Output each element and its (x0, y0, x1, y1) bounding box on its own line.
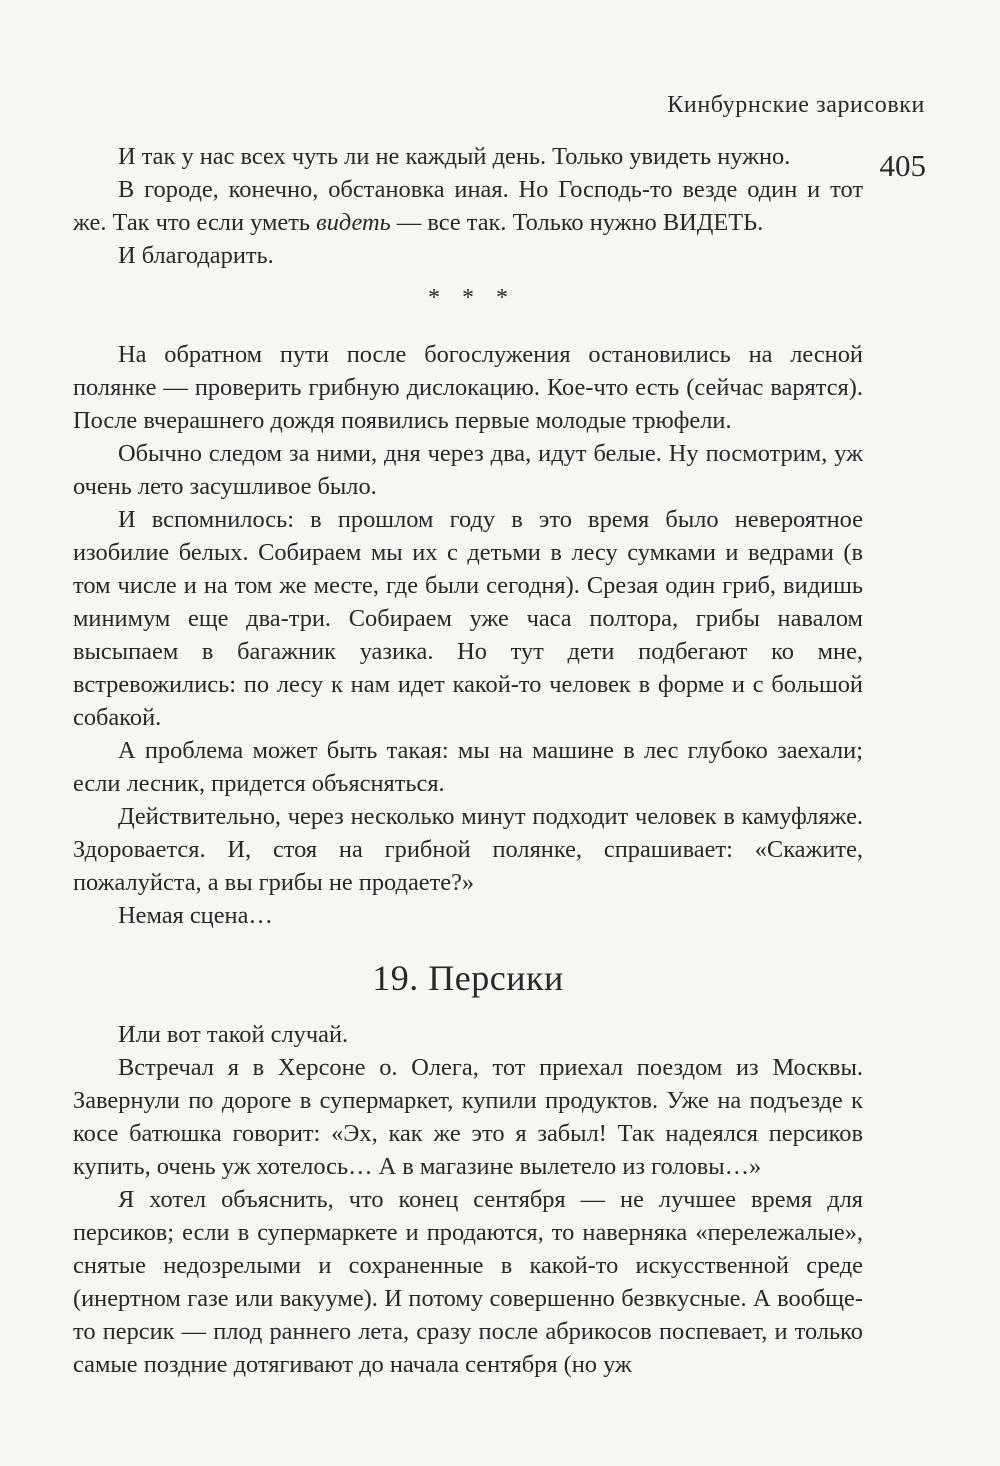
paragraph (73, 173, 863, 239)
paragraph: Встречал я в Херсоне о. Олега, тот приехал поездом из Москвы. Завернули по дороге в супермаркет, купили продуктов. Уже на подъезде к косе батюшка говорит: «Эх, как же это я забыл! Так надеялся персиков купить, очень уж хотелось… А в магазине вылетело из головы…» (73, 1054, 863, 1180)
running-header-title: Кинбурнские зарисовки (667, 92, 925, 118)
chapter-title: 19. Персики (372, 958, 564, 998)
paragraph: А проблема может быть такая: мы на машине в лес глубоко заехали; если лесник, придется объясняться. (73, 737, 863, 797)
paragraph: И так у нас всех чуть ли не каждый день. Только увидеть нужно. (118, 143, 791, 170)
section-separator: * * * (428, 285, 516, 311)
paragraph: Или вот такой случай. (118, 1021, 349, 1048)
paragraph: И благодарить. (118, 242, 274, 269)
body-text (73, 140, 863, 1381)
paragraph-text: В городе, конечно, обстановка иная. Но Господь-то везде один и тот же. Так что если уметь (73, 176, 863, 236)
paragraph: Немая сцена… (118, 902, 273, 929)
emphasized-word: видеть (316, 209, 391, 236)
paragraph: Я хотел объяснить, что конец сентября — не лучшее время для персиков; если в супермаркете и продаются, то наверняка «перележалые», снятые недозрелыми и сохраненные в какой-то искусственной среде (инертном газе или вакууме). И потому совершенно безвкусные. А вообще-то персик — плод раннего лета, сразу после абрикосов поспевает, и только самые поздние дотягивают до начала сентября (но уж (73, 1186, 863, 1378)
paragraph: На обратном пути после богослужения остановились на лесной полянке — проверить грибную дислокацию. Кое-что есть (сейчас варятся). После вчерашнего дождя появились первые молодые трюфели. (73, 341, 863, 434)
paragraph: Действительно, через несколько минут подходит человек в камуфляже. Здоровается. И, стоя на грибной полянке, спрашивает: «Скажите, пожалуйста, а вы грибы не продаете?» (73, 803, 863, 896)
paragraph-text: — все так. Только нужно ВИДЕТЬ. (390, 209, 764, 236)
paragraph: И вспомнилось: в прошлом году в это время было невероятное изобилие белых. Собираем мы их с детьми в лесу сумками и ведрами (в том числе и на том же месте, где были сегодня). Срезая один гриб, видишь минимум еще два-три. Собираем уже часа полтора, грибы навалом высыпаем в багажник уазика. Но тут дети подбегают ко мне, встревожились: по лесу к нам идет какой-то человек в форме и с большой собакой. (73, 506, 863, 731)
paragraph: Обычно следом за ними, дня через два, идут белые. Ну посмотрим, уж очень лето засушливое было. (73, 440, 863, 500)
page-number: 405 (879, 148, 926, 183)
